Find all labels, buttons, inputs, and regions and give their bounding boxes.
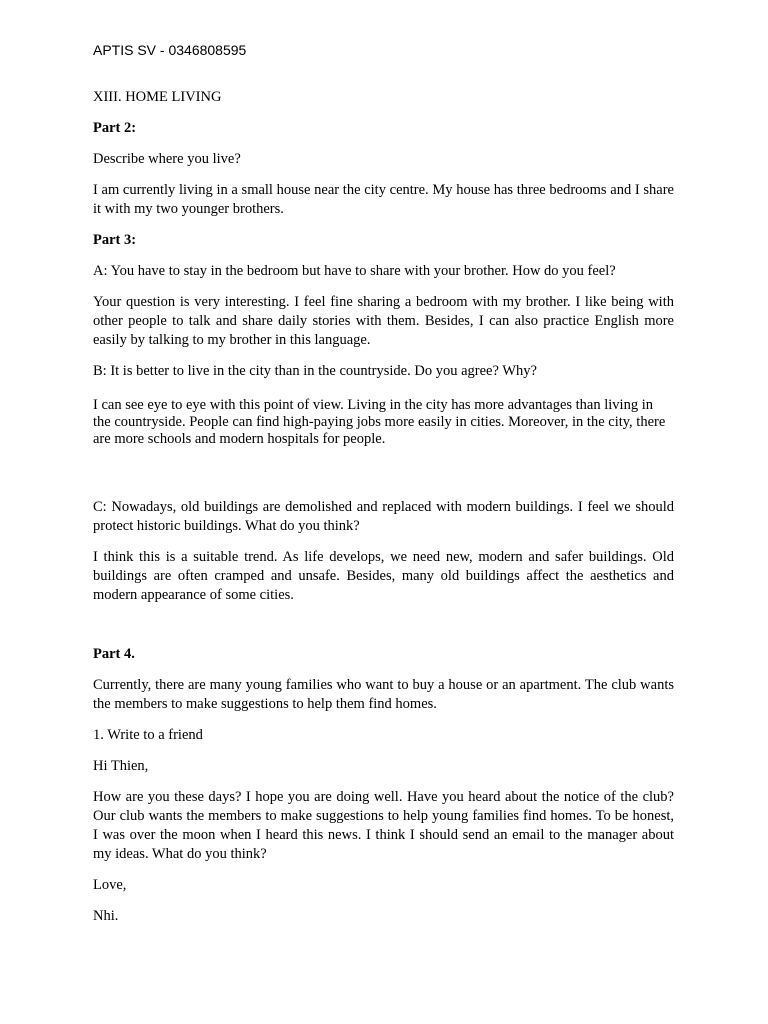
part3-answer-b: I can see eye to eye with this point of view. Living in the city has more advantages than living in the countryside. People can find high-paying jobs more easily in cities. Moreover, in the city, there are more schools and modern hospitals for people. <box>93 397 666 447</box>
blank-space <box>93 460 674 498</box>
letter-closing: Love, <box>93 877 127 893</box>
letter-body: How are you these days? I hope you are doing well. Have you heard about the notice of the club? Our club wants the members to make suggestions to help young families find homes. To be honest, I was over the moon when I heard this news. I think I should send an email to the manager about my ideas. What do you think? <box>93 789 674 862</box>
blank-space <box>93 617 674 645</box>
part3-question-b: B: It is better to live in the city than in the countryside. Do you agree? Why? <box>93 363 537 379</box>
page-header: APTIS SV - 0346808595 <box>93 42 247 58</box>
part4-task: 1. Write to a friend <box>93 727 203 743</box>
part2-heading: Part 2: <box>93 120 137 136</box>
part3-answer-a: Your question is very interesting. I feel fine sharing a bedroom with my brother. I like being with other people to talk and share daily stories with them. Besides, I can also practice English more easily by talking to my brother in this language. <box>93 294 674 348</box>
part3-heading: Part 3: <box>93 232 137 248</box>
part2-question: Describe where you live? <box>93 151 241 167</box>
document-body <box>93 88 674 938</box>
letter-greeting: Hi Thien, <box>93 758 149 774</box>
part3-question-c: C: Nowadays, old buildings are demolished and replaced with modern buildings. I feel we should protect historic buildings. What do you think? <box>93 499 674 534</box>
part2-answer: I am currently living in a small house near the city centre. My house has three bedrooms and I share it with my two younger brothers. <box>93 182 674 217</box>
part3-answer-c: I think this is a suitable trend. As life develops, we need new, modern and safer buildings. Old buildings are often cramped and unsafe. Besides, many old buildings affect the aesthetics and modern appearance of some cities. <box>93 549 674 603</box>
part4-prompt: Currently, there are many young families who want to buy a house or an apartment. The club wants the members to make suggestions to help them find homes. <box>93 677 674 712</box>
part3-question-a: A: You have to stay in the bedroom but have to share with your brother. How do you feel? <box>93 263 616 279</box>
section-title: XIII. HOME LIVING <box>93 89 222 105</box>
part4-heading: Part 4. <box>93 646 135 662</box>
letter-signature: Nhi. <box>93 908 119 924</box>
